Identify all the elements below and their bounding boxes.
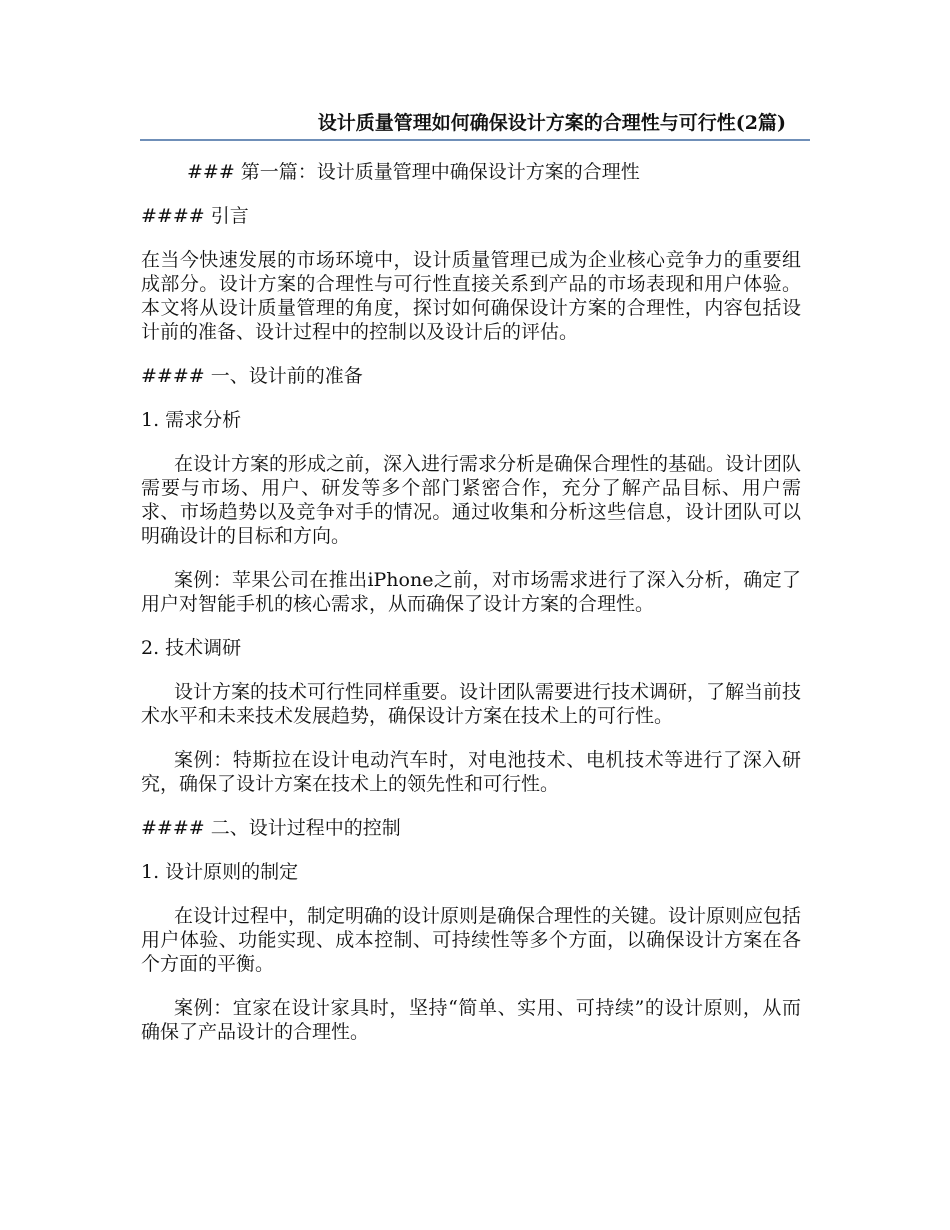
subsection-heading-process-control: #### 二、设计过程中的控制 [141,817,401,839]
document-body [141,158,801,1064]
list-item-tech-research: 2. 技术调研 [141,637,242,659]
paragraph-tech-research: 设计方案的技术可行性同样重要。设计团队需要进行技术调研，了解当前技术水平和未来技术发展趋势，确保设计方案在技术上的可行性。 [141,681,802,727]
title-underline [140,139,810,141]
paragraph-case-tesla: 案例：特斯拉在设计电动汽车时，对电池技术、电机技术等进行了深入研究，确保了设计方案在技术上的领先性和可行性。 [141,749,801,795]
intro-paragraph: 在当今快速发展的市场环境中，设计质量管理已成为企业核心竞争力的重要组成部分。设计方案的合理性与可行性直接关系到产品的市场表现和用户体验。本文将从设计质量管理的角度，探讨如何确保设计方案的合理性，内容包括设计前的准备、设计过程中的控制以及设计后的评估。 [141,249,801,343]
paragraph-case-ikea: 案例：宜家在设计家具时，坚持“简单、实用、可持续”的设计原则，从而确保了产品设计的合理性。 [141,997,801,1043]
list-item-design-principles: 1. 设计原则的制定 [141,861,299,883]
list-item-requirements: 1. 需求分析 [141,409,242,431]
paragraph-case-apple: 案例：苹果公司在推出iPhone之前，对市场需求进行了深入分析，确定了用户对智能手机的核心需求，从而确保了设计方案的合理性。 [141,569,801,615]
paragraph-requirements: 在设计方案的形成之前，深入进行需求分析是确保合理性的基础。设计团队需要与市场、用户、研发等多个部门紧密合作，充分了解产品目标、用户需求、市场趋势以及竞争对手的情况。通过收集和分析这些信息，设计团队可以明确设计的目标和方向。 [141,453,802,547]
subsection-heading-preparation: #### 一、设计前的准备 [141,365,363,387]
subsection-heading-intro: #### 引言 [141,205,249,227]
document-title: 设计质量管理如何确保设计方案的合理性与可行性(2篇) [317,112,786,134]
paragraph-design-principles: 在设计过程中，制定明确的设计原则是确保合理性的关键。设计原则应包括用户体验、功能实现、成本控制、可持续性等多个方面，以确保设计方案在各个方面的平衡。 [141,905,802,975]
section-heading-h3: ### 第一篇：设计质量管理中确保设计方案的合理性 [187,161,640,183]
